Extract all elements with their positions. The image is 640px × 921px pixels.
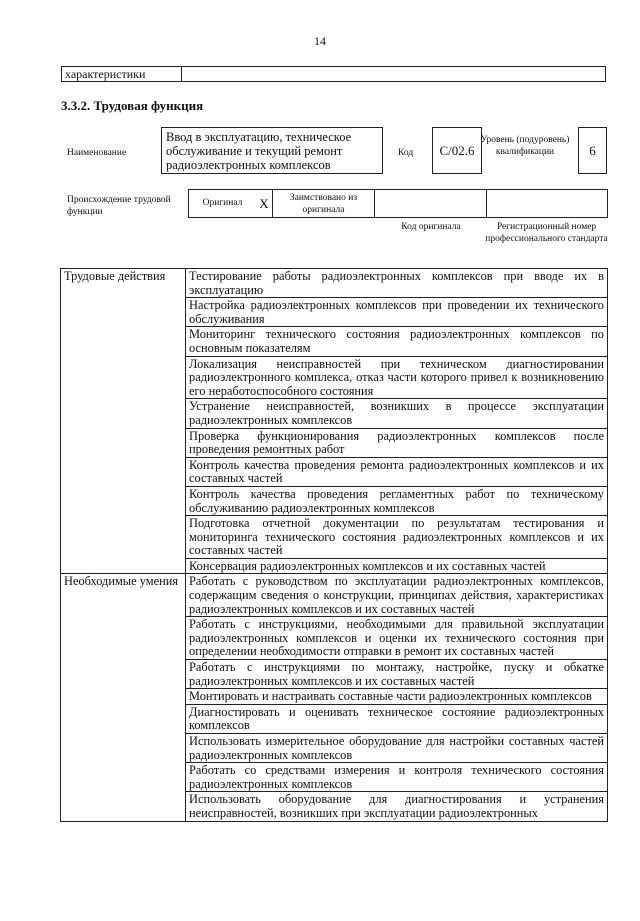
origin-label: Происхождение трудовой функции bbox=[67, 195, 171, 217]
reg-number-cell bbox=[486, 190, 608, 217]
skill-item: Использовать измерительное оборудование для настройки составных частей радиоэлектронных комплексов bbox=[186, 734, 608, 763]
function-name: Ввод в эксплуатацию, техническое обслуживание и текущий ремонт радиоэлектронных комплексов bbox=[161, 127, 383, 174]
labor-action-item: Устранение неисправностей, возникших в процессе эксплуатации радиоэлектронных комплексов bbox=[186, 399, 608, 428]
qualification-level-label: Уровень (подуровень) квалификации bbox=[480, 135, 570, 157]
origin-mark: X bbox=[259, 196, 269, 211]
previous-table-fragment bbox=[61, 66, 606, 82]
labor-action-item: Тестирование работы радиоэлектронных комплексов при вводе их в эксплуатацию bbox=[186, 269, 608, 298]
skill-item: Диагностировать и оценивать техническое состояние радиоэлектронных комплексов bbox=[186, 704, 608, 733]
page-bottom-margin bbox=[0, 863, 640, 921]
skill-item: Работать с инструкциями, необходимыми для правильной эксплуатации радиоэлектронных комплексов и оценки их технического состояния при определении необходимости отправки в ремонт их составных частей bbox=[186, 617, 608, 660]
labor-action-item: Контроль качества проведения регламентных работ по техническому обслуживанию радиоэлектронных комплексов bbox=[186, 486, 608, 515]
skill-item: Использовать оборудование для диагностирования и устранения неисправностей, возникших при эксплуатации радиоэлектронных bbox=[186, 792, 608, 821]
labor-action-item: Мониторинг технического состояния радиоэлектронных комплексов по основным показателям bbox=[186, 327, 608, 356]
labor-action-item: Контроль качества проведения ремонта радиоэлектронных комплексов и их составных частей bbox=[186, 457, 608, 486]
origin-row bbox=[188, 189, 608, 218]
code-label: Код bbox=[398, 148, 414, 158]
skill-item: Монтировать и настраивать составные части радиоэлектронных комплексов bbox=[186, 689, 608, 705]
labor-actions-label: Трудовые действия bbox=[61, 269, 186, 574]
skill-item: Работать с руководством по эксплуатации радиоэлектронных комплексов, содержащим сведения о конструкции, принципах действия, характеристиках радиоэлектронных комплексов и их составных частей bbox=[186, 574, 608, 617]
table-row bbox=[61, 574, 608, 617]
original-code-cell bbox=[374, 190, 486, 217]
skill-item: Работать со средствами измерения и контроля технического состояния радиоэлектронных комплексов bbox=[186, 763, 608, 792]
labor-action-item: Консервация радиоэлектронных комплексов и их составных частей bbox=[186, 558, 608, 574]
skill-item: Работать с инструкциями по монтажу, настройке, пуску и обкатке радиоэлектронных комплексов и их составных частей bbox=[186, 660, 608, 689]
page-number: 14 bbox=[314, 34, 326, 48]
table-row bbox=[61, 269, 608, 298]
labor-function-table bbox=[60, 268, 608, 822]
code-original-label: Код оригинала bbox=[401, 222, 461, 232]
labor-action-item: Подготовка отчетной документации по результатам тестирования и мониторинга технического состояния радиоэлектронных комплексов и их составных частей bbox=[186, 516, 608, 559]
labor-action-item: Проверка функционирования радиоэлектронных комплексов после проведения ремонтных работ bbox=[186, 428, 608, 457]
function-code: C/02.6 bbox=[432, 127, 482, 174]
name-label: Наименование bbox=[67, 148, 127, 158]
reg-number-label: Регистрационный номер профессионального стандарта bbox=[485, 222, 608, 244]
origin-original: Оригинал bbox=[188, 190, 256, 217]
prev-table-cell: характеристики bbox=[62, 67, 182, 81]
labor-action-item: Локализация неисправностей при техническом диагностировании радиоэлектронного комплекса, отказ части которого привел к возникновению его неработоспособного состояния bbox=[186, 356, 608, 399]
skills-label: Необходимые умения bbox=[61, 574, 186, 821]
qualification-level: 6 bbox=[578, 127, 607, 174]
origin-borrowed: Заимствовано из оригинала bbox=[272, 190, 374, 217]
section-title: 3.3.2. Трудовая функция bbox=[61, 98, 204, 113]
labor-action-item: Настройка радиоэлектронных комплексов при проведении их технического обслуживания bbox=[186, 298, 608, 327]
